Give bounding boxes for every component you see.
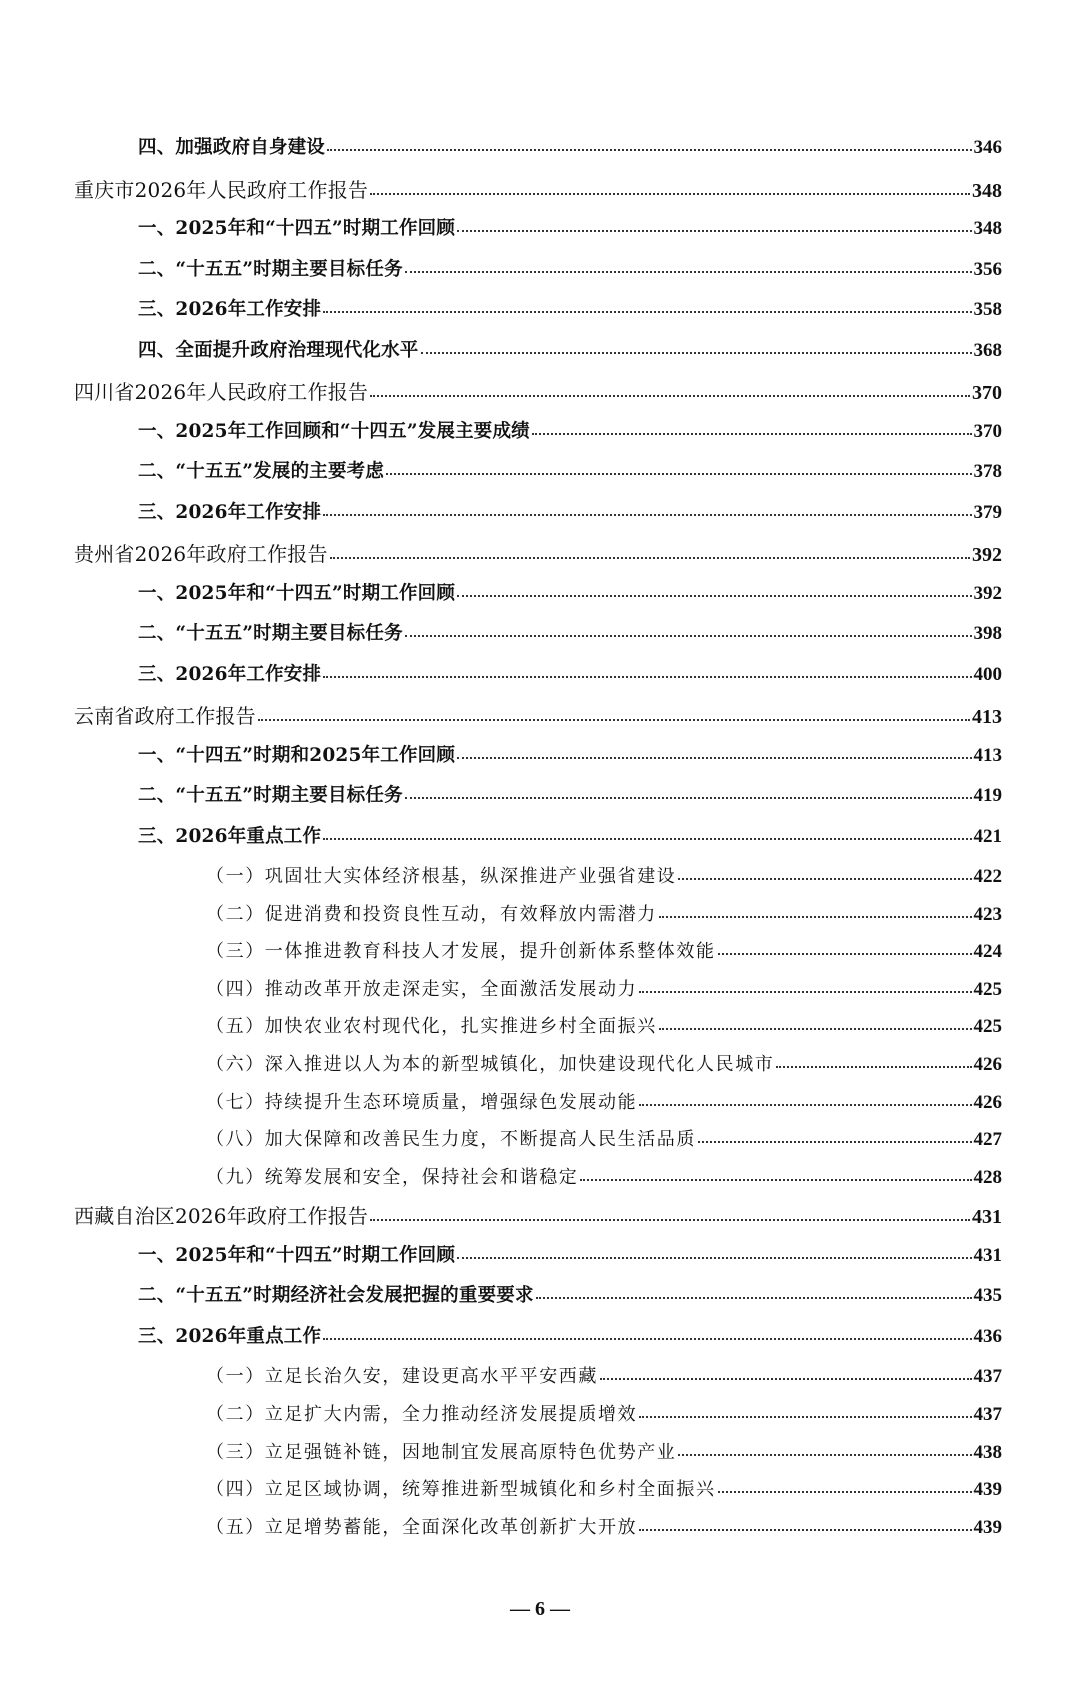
- toc-subsection-entry[interactable]: [0, 1012, 1080, 1050]
- toc-entry-page-number: 423: [973, 903, 1002, 925]
- toc-entry-page-number: 421: [973, 825, 1002, 847]
- dot-leader: [323, 310, 971, 313]
- toc-entry-title: （三）立足强链补链，因地制宜发展高原特色优势产业: [206, 1441, 677, 1463]
- dot-leader: [330, 556, 970, 559]
- toc-subsection-entry[interactable]: [0, 862, 1080, 900]
- dot-leader: [718, 952, 972, 955]
- toc-section-entry[interactable]: [0, 822, 1080, 863]
- toc-subsection-entry[interactable]: [0, 937, 1080, 975]
- toc-entry-page-number: 431: [973, 1244, 1002, 1266]
- dot-leader: [532, 432, 972, 435]
- toc-entry-page-number: 431: [972, 1206, 1002, 1229]
- dot-leader: [457, 756, 971, 759]
- dot-leader: [678, 877, 971, 880]
- toc-entry-page-number: 368: [973, 339, 1002, 361]
- toc-entry-title: 三、2026年工作安排: [138, 299, 322, 320]
- toc-entry-page-number: 379: [973, 501, 1002, 523]
- toc-entry-title: 一、2025年和“十四五”时期工作回顾: [138, 582, 456, 604]
- toc-entry-page-number: 424: [973, 941, 1002, 963]
- toc-section-entry[interactable]: [0, 579, 1080, 620]
- toc-entry-page-number: 413: [972, 706, 1002, 728]
- toc-entry-title: 三、2026年重点工作: [138, 1325, 322, 1347]
- toc-entry-title: 二、“十五五”时期经济社会发展把握的重要要求: [138, 1285, 534, 1307]
- toc-section-entry[interactable]: [0, 1281, 1080, 1322]
- toc-entry-title: 一、2025年和“十四五”时期工作回顾: [138, 218, 456, 239]
- toc-subsection-entry[interactable]: [0, 1475, 1080, 1513]
- dot-leader: [386, 472, 971, 475]
- dot-leader: [580, 1178, 971, 1181]
- toc-entry-title: （二）立足扩大内需，全力推动经济发展提质增效: [206, 1403, 638, 1425]
- dot-leader: [659, 1027, 972, 1030]
- toc-entry-page-number: 422: [973, 866, 1002, 887]
- toc-section-entry[interactable]: [0, 1241, 1080, 1282]
- dot-leader: [698, 1140, 972, 1143]
- dot-leader: [639, 1103, 971, 1106]
- toc-entry-title: 一、2025年和“十四五”时期工作回顾: [138, 1244, 456, 1266]
- toc-entry-title: 三、2026年工作安排: [138, 501, 322, 523]
- toc-entry-title: （一）巩固壮大实体经济根基，纵深推进产业强省建设: [206, 866, 677, 887]
- dot-leader: [457, 594, 971, 597]
- toc-entry-title: （五）加快农业农村现代化，扎实推进乡村全面振兴: [206, 1016, 657, 1038]
- toc-entry-page-number: 427: [973, 1129, 1002, 1151]
- dot-leader: [457, 229, 971, 232]
- toc-entry-page-number: 392: [973, 582, 1002, 604]
- dot-leader: [405, 796, 972, 799]
- dot-leader: [639, 990, 971, 993]
- toc-entry-page-number: 356: [973, 258, 1002, 280]
- toc-entry-page-number: 425: [973, 1016, 1002, 1038]
- toc-entry-page-number: 439: [973, 1479, 1002, 1501]
- toc-entry-title: 二、“十五五”时期主要目标任务: [138, 258, 403, 280]
- toc-entry-page-number: 348: [972, 179, 1002, 202]
- dot-leader: [323, 513, 971, 516]
- dot-leader: [323, 1337, 971, 1340]
- toc-section-entry[interactable]: [0, 498, 1080, 539]
- toc-entry-page-number: 413: [973, 744, 1002, 766]
- toc-section-entry[interactable]: [0, 1322, 1080, 1363]
- toc-section-entry[interactable]: [0, 457, 1080, 498]
- dot-leader: [405, 634, 972, 637]
- dot-leader: [678, 1453, 971, 1456]
- toc-section-entry[interactable]: [0, 133, 1080, 174]
- toc-entry-title: 三、2026年工作安排: [138, 663, 322, 685]
- toc-entry-title: （五）立足增势蓄能，全面深化改革创新扩大开放: [206, 1516, 638, 1538]
- toc-entry-page-number: 398: [973, 623, 1002, 644]
- toc-section-entry[interactable]: [0, 295, 1080, 336]
- toc-entry-page-number: 438: [973, 1441, 1002, 1463]
- dot-leader: [600, 1377, 972, 1380]
- toc-subsection-entry[interactable]: [0, 1362, 1080, 1400]
- toc-entry-title: 四、加强政府自身建设: [138, 137, 326, 158]
- toc-section-entry[interactable]: [0, 255, 1080, 296]
- toc-entry-title: （六）深入推进以人为本的新型城镇化，加快建设现代化人民城市: [206, 1053, 775, 1075]
- toc-entry-page-number: 370: [972, 382, 1002, 404]
- toc-entry-title: 贵州省2026年政府工作报告: [74, 542, 328, 566]
- toc-entry-title: 西藏自治区2026年政府工作报告: [74, 1204, 369, 1229]
- toc-entry-title: 四川省2026年人民政府工作报告: [74, 380, 369, 404]
- toc-entry-page-number: 437: [973, 1403, 1002, 1425]
- toc-section-entry[interactable]: [0, 619, 1080, 660]
- toc-subsection-entry[interactable]: [0, 1050, 1080, 1088]
- toc-entry-page-number: 358: [973, 299, 1002, 320]
- toc-entry-title: 一、“十四五”时期和2025年工作回顾: [138, 744, 456, 766]
- toc-section-entry[interactable]: [0, 660, 1080, 701]
- dot-leader: [370, 394, 970, 397]
- toc-subsection-entry[interactable]: [0, 975, 1080, 1013]
- dot-leader: [718, 1490, 972, 1493]
- toc-report-entry[interactable]: [0, 700, 1080, 741]
- toc-entry-page-number: 425: [973, 978, 1002, 1000]
- dot-leader: [639, 1528, 971, 1531]
- toc-report-entry[interactable]: [0, 538, 1080, 579]
- toc-entry-title: （一）立足长治久安，建设更高水平平安西藏: [206, 1366, 598, 1388]
- toc-entry-title: 云南省政府工作报告: [74, 704, 256, 728]
- toc-entry-page-number: 400: [973, 663, 1002, 685]
- toc-subsection-entry[interactable]: [0, 1088, 1080, 1126]
- toc-section-entry[interactable]: [0, 781, 1080, 822]
- dot-leader: [258, 718, 970, 721]
- toc-entry-page-number: 426: [973, 1091, 1002, 1113]
- dot-leader: [421, 351, 972, 354]
- table-of-contents: [0, 133, 1080, 1550]
- toc-section-entry[interactable]: [0, 417, 1080, 458]
- toc-entry-page-number: 370: [973, 420, 1002, 442]
- toc-subsection-entry[interactable]: [0, 1163, 1080, 1201]
- toc-subsection-entry[interactable]: [0, 1438, 1080, 1476]
- toc-entry-title: （七）持续提升生态环境质量，增强绿色发展动能: [206, 1091, 638, 1113]
- dot-leader: [323, 837, 971, 840]
- toc-report-entry[interactable]: [0, 174, 1080, 215]
- dot-leader: [639, 1415, 971, 1418]
- toc-entry-title: （二）促进消费和投资良性互动，有效释放内需潜力: [206, 903, 657, 925]
- dot-leader: [327, 148, 971, 151]
- toc-section-entry[interactable]: [0, 214, 1080, 255]
- dot-leader: [457, 1256, 971, 1259]
- dot-leader: [370, 1218, 970, 1221]
- dot-leader: [370, 192, 970, 195]
- toc-subsection-entry[interactable]: [0, 900, 1080, 938]
- toc-report-entry[interactable]: [0, 1200, 1080, 1241]
- toc-subsection-entry[interactable]: [0, 1400, 1080, 1438]
- toc-entry-title: 一、2025年工作回顾和“十四五”发展主要成绩: [138, 420, 530, 442]
- toc-entry-page-number: 392: [972, 544, 1002, 566]
- toc-entry-title: 二、“十五五”时期主要目标任务: [138, 785, 403, 806]
- page-number: — 6 —: [510, 1598, 570, 1620]
- toc-entry-title: 四、全面提升政府治理现代化水平: [138, 339, 419, 361]
- toc-entry-page-number: 435: [973, 1285, 1002, 1307]
- toc-entry-title: 重庆市2026年人民政府工作报告: [74, 177, 369, 202]
- toc-subsection-entry[interactable]: [0, 1513, 1080, 1551]
- toc-entry-title: 三、2026年重点工作: [138, 825, 322, 847]
- toc-section-entry[interactable]: [0, 741, 1080, 782]
- toc-entry-page-number: 436: [973, 1325, 1002, 1347]
- toc-entry-title: （四）推动改革开放走深走实，全面激活发展动力: [206, 978, 638, 1000]
- toc-entry-page-number: 439: [973, 1516, 1002, 1538]
- toc-entry-page-number: 346: [973, 137, 1002, 158]
- toc-entry-page-number: 437: [973, 1366, 1002, 1388]
- toc-entry-title: （四）立足区域协调，统筹推进新型城镇化和乡村全面振兴: [206, 1479, 716, 1501]
- toc-entry-title: （九）统筹发展和安全，保持社会和谐稳定: [206, 1166, 579, 1188]
- dot-leader: [405, 270, 972, 273]
- dot-leader: [776, 1065, 971, 1068]
- dot-leader: [536, 1296, 972, 1299]
- toc-entry-page-number: 419: [973, 785, 1002, 806]
- toc-entry-page-number: 378: [973, 461, 1002, 482]
- toc-entry-page-number: 426: [973, 1053, 1002, 1075]
- toc-entry-title: （三）一体推进教育科技人才发展，提升创新体系整体效能: [206, 941, 716, 963]
- dot-leader: [323, 675, 971, 678]
- toc-subsection-entry[interactable]: [0, 1125, 1080, 1163]
- toc-report-entry[interactable]: [0, 376, 1080, 417]
- toc-entry-title: 二、“十五五”时期主要目标任务: [138, 623, 403, 644]
- toc-section-entry[interactable]: [0, 336, 1080, 377]
- toc-entry-page-number: 428: [973, 1166, 1002, 1188]
- toc-entry-page-number: 348: [973, 218, 1002, 239]
- dot-leader: [659, 915, 972, 918]
- toc-entry-title: 二、“十五五”发展的主要考虑: [138, 461, 385, 482]
- toc-entry-title: （八）加大保障和改善民生力度，不断提高人民生活品质: [206, 1129, 696, 1151]
